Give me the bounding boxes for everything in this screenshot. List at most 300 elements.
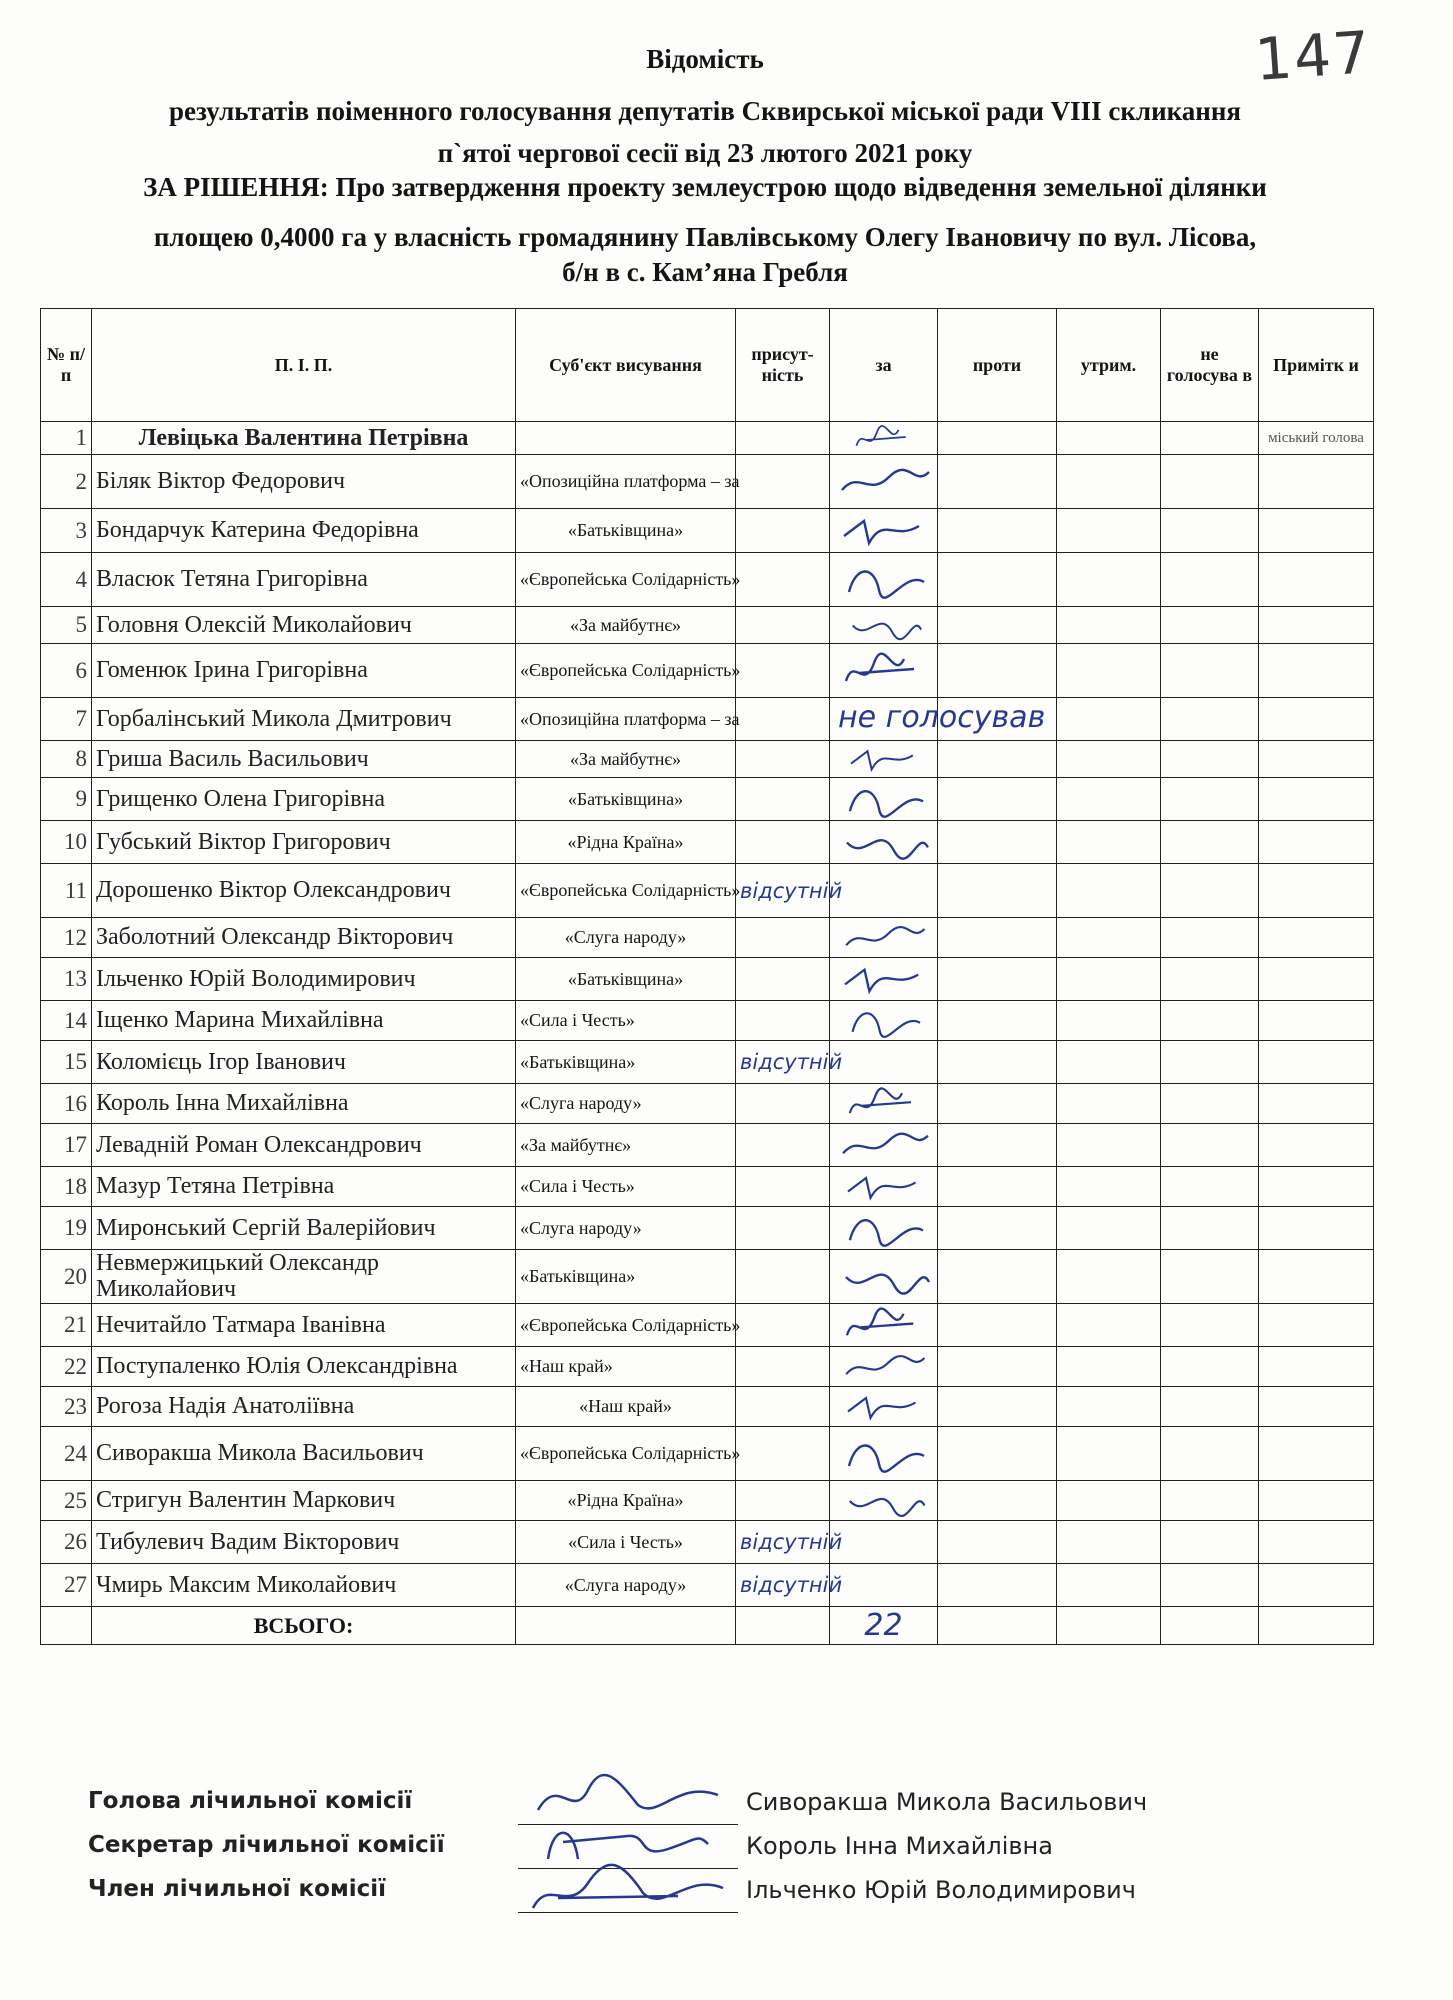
vote-against-cell [938, 1001, 1057, 1041]
presence-cell [736, 553, 830, 607]
vote-against-cell [938, 1521, 1057, 1564]
party-name: «Європейська Солідарність» [516, 1304, 736, 1347]
not-voted-cell [1161, 958, 1259, 1001]
vote-for-cell [830, 864, 938, 918]
vote-against-cell [938, 778, 1057, 821]
vote-against-cell [938, 1250, 1057, 1304]
vote-abstain-cell [1057, 1207, 1161, 1250]
vote-for-cell [830, 455, 938, 509]
party-name: «Європейська Солідарність» [516, 644, 736, 698]
vote-against-cell [938, 821, 1057, 864]
not-voted-cell [1161, 509, 1259, 553]
vote-abstain-cell [1057, 1124, 1161, 1167]
vote-against-cell [938, 509, 1057, 553]
party-name: «Опозиційна платформа – за [516, 455, 736, 509]
party-name: «Сила і Честь» [516, 1167, 736, 1207]
header-note: Примітк и [1259, 309, 1374, 422]
note-cell [1259, 958, 1374, 1001]
document-title: Відомість [646, 44, 764, 74]
signature-mark [834, 1169, 934, 1205]
table-row [41, 1387, 1374, 1427]
deputy-name: Іщенко Марина Михайлівна [92, 1001, 516, 1041]
row-number: 20 [41, 1250, 92, 1304]
vote-against-cell [938, 422, 1057, 455]
not-voted-cell [1161, 553, 1259, 607]
signature-mark [834, 823, 934, 862]
party-name: «Опозиційна платформа – за [516, 698, 736, 741]
deputy-name: Ільченко Юрій Володимирович [92, 958, 516, 1001]
vote-against-cell [938, 918, 1057, 958]
deputy-name: Нечитайло Татмара Іванівна [92, 1304, 516, 1347]
vote-abstain-cell [1057, 1304, 1161, 1347]
presence-cell [736, 455, 830, 509]
deputy-name: Мазур Тетяна Петрівна [92, 1167, 516, 1207]
presence-cell [736, 958, 830, 1001]
presence-cell [736, 1207, 830, 1250]
deputy-name: Дорошенко Віктор Олександрович [92, 864, 516, 918]
row-number: 26 [41, 1521, 92, 1564]
commission-role: Секретар лічильної комісії [88, 1832, 445, 1858]
vote-against-cell [938, 1207, 1057, 1250]
presence-cell [736, 1481, 830, 1521]
vote-for-cell [830, 918, 938, 958]
header-name: П. І. П. [92, 309, 516, 422]
party-name: «Батьківщина» [516, 1250, 736, 1304]
vote-for-cell [830, 1001, 938, 1041]
table-row [41, 918, 1374, 958]
vote-abstain-cell [1057, 918, 1161, 958]
table-row [41, 1304, 1374, 1347]
presence-cell [736, 698, 830, 741]
signature-line [518, 1912, 738, 1913]
signature-mark [834, 651, 934, 691]
table-row [41, 1167, 1374, 1207]
presence-cell [736, 1124, 830, 1167]
total-row [41, 1607, 1374, 1645]
commission-row [88, 1876, 1338, 1920]
party-name [516, 422, 736, 455]
signature-mark [834, 920, 934, 956]
signature-mark [834, 1306, 934, 1345]
note-cell [1259, 1167, 1374, 1207]
signature-mark [834, 424, 934, 453]
presence-cell [736, 1427, 830, 1481]
presence-cell [736, 778, 830, 821]
vote-for-cell [830, 778, 938, 821]
not-voted-cell [1161, 1387, 1259, 1427]
not-voted-cell [1161, 1481, 1259, 1521]
not-voted-cell [1161, 1167, 1259, 1207]
total-num [41, 1607, 92, 1645]
note-cell [1259, 1387, 1374, 1427]
deputy-name: Сиворакша Микола Васильович [92, 1427, 516, 1481]
commission-name: Король Інна Михайлівна [746, 1832, 1053, 1860]
vote-abstain-cell [1057, 553, 1161, 607]
vote-abstain-cell [1057, 509, 1161, 553]
vote-abstain-cell [1057, 1167, 1161, 1207]
note-cell [1259, 1250, 1374, 1304]
table-row [41, 958, 1374, 1001]
deputy-name: Гриша Василь Васильович [92, 741, 516, 778]
presence-cell [736, 741, 830, 778]
table-row [41, 778, 1374, 821]
table-row [41, 1084, 1374, 1124]
table-row [41, 1041, 1374, 1084]
not-voted-cell [1161, 1521, 1259, 1564]
note-cell [1259, 821, 1374, 864]
total-label: ВСЬОГО: [92, 1607, 516, 1645]
vote-against-cell [938, 1167, 1057, 1207]
party-name: «Наш край» [516, 1387, 736, 1427]
party-name: «Батьківщина» [516, 778, 736, 821]
note-cell [1259, 1041, 1374, 1084]
presence-cell: відсутній [736, 1564, 830, 1607]
party-name: «Європейська Солідарність» [516, 553, 736, 607]
not-voted-cell [1161, 1001, 1259, 1041]
signature-mark [834, 1349, 934, 1385]
not-voted-cell [1161, 422, 1259, 455]
counting-commission [88, 1788, 1338, 1920]
table-row [41, 553, 1374, 607]
deputy-name: Заболотний Олександр Вікторович [92, 918, 516, 958]
presence-cell [736, 821, 830, 864]
signature-mark [834, 560, 934, 600]
vote-against-cell [938, 1041, 1057, 1084]
party-name: «Батьківщина» [516, 1041, 736, 1084]
party-name: «Батьківщина» [516, 958, 736, 1001]
note-cell [1259, 778, 1374, 821]
note-cell [1259, 1427, 1374, 1481]
presence-cell [736, 1347, 830, 1387]
vote-abstain-cell [1057, 1084, 1161, 1124]
vote-for-cell [830, 553, 938, 607]
total-for: 22 [830, 1607, 938, 1645]
deputy-name: Чмирь Максим Миколайович [92, 1564, 516, 1607]
deputy-name: Левіцька Валентина Петрівна [92, 422, 516, 455]
row-number: 8 [41, 741, 92, 778]
row-number: 10 [41, 821, 92, 864]
header-present: присут-ність [736, 309, 830, 422]
not-voted-cell [1161, 644, 1259, 698]
deputy-name: Король Інна Михайлівна [92, 1084, 516, 1124]
table-header-row [41, 309, 1374, 422]
signature-mark [834, 743, 934, 776]
table-row [41, 1564, 1374, 1607]
presence-cell [736, 644, 830, 698]
note-cell [1259, 1207, 1374, 1250]
vote-abstain-cell [1057, 1427, 1161, 1481]
not-voted-cell [1161, 741, 1259, 778]
vote-for-cell [830, 1167, 938, 1207]
deputy-name: Рогоза Надія Анатоліївна [92, 1387, 516, 1427]
row-number: 7 [41, 698, 92, 741]
row-number: 21 [41, 1304, 92, 1347]
table-row [41, 698, 1374, 741]
deputy-name: Невмержицький Олександр Миколайович [92, 1250, 516, 1304]
note-cell [1259, 1347, 1374, 1387]
party-name: «За майбутнє» [516, 607, 736, 644]
vote-abstain-cell [1057, 778, 1161, 821]
deputy-name: Власюк Тетяна Григорівна [92, 553, 516, 607]
vote-for-cell [830, 607, 938, 644]
header-against: проти [938, 309, 1057, 422]
deputy-name: Миронський Сергій Валерійович [92, 1207, 516, 1250]
deputy-name: Бондарчук Катерина Федорівна [92, 509, 516, 553]
vote-for-cell [830, 422, 938, 455]
commission-name: Сиворакша Микола Васильович [746, 1788, 1148, 1816]
vote-abstain-cell [1057, 1347, 1161, 1387]
commission-role: Член лічильної комісії [88, 1876, 387, 1902]
vote-abstain-cell [1057, 958, 1161, 1001]
party-name: «Слуга народу» [516, 1084, 736, 1124]
presence-cell [736, 1304, 830, 1347]
deputy-name: Губський Віктор Григорович [92, 821, 516, 864]
deputy-name: Біляк Віктор Федорович [92, 455, 516, 509]
table-row [41, 1427, 1374, 1481]
vote-for-cell [830, 958, 938, 1001]
total-not-voted [1161, 1607, 1259, 1645]
table-row [41, 455, 1374, 509]
not-voted-cell [1161, 1084, 1259, 1124]
row-number: 11 [41, 864, 92, 918]
deputy-name: Грищенко Олена Григорівна [92, 778, 516, 821]
page-number: 147 [1252, 18, 1374, 94]
note-cell [1259, 607, 1374, 644]
not-voted-cell [1161, 1427, 1259, 1481]
vote-against-cell [938, 958, 1057, 1001]
decision-line1: ЗА РІШЕННЯ: Про затвердження проекту землеустрою щодо відведення земельної ділянки [143, 172, 1267, 202]
row-number: 3 [41, 509, 92, 553]
vote-for-cell [830, 821, 938, 864]
document-subtitle-line2: п`ятої чергової сесії від 23 лютого 2021 року [437, 138, 973, 168]
party-name: «Рідна Країна» [516, 1481, 736, 1521]
vote-against-cell [938, 1481, 1057, 1521]
row-number: 13 [41, 958, 92, 1001]
row-number: 23 [41, 1387, 92, 1427]
presence-cell [736, 1250, 830, 1304]
vote-for-cell [830, 1387, 938, 1427]
signature-mark [834, 511, 934, 551]
note-cell [1259, 1001, 1374, 1041]
note-cell [1259, 644, 1374, 698]
signature-mark [834, 1483, 934, 1519]
vote-against-cell [938, 1084, 1057, 1124]
row-number: 9 [41, 778, 92, 821]
total-note [1259, 1607, 1374, 1645]
row-number: 17 [41, 1124, 92, 1167]
header-num: № п/п [41, 309, 92, 422]
note-cell [1259, 1124, 1374, 1167]
vote-abstain-cell [1057, 698, 1161, 741]
decision-line3: б/н в с. Кам’яна Гребля [562, 257, 848, 287]
commission-name: Ільченко Юрій Володимирович [746, 1876, 1136, 1904]
presence-cell [736, 509, 830, 553]
document-subtitle-line1: результатів поіменного голосування депутатів Сквирської міської ради VIII скликання [168, 96, 1242, 126]
signature-mark [834, 780, 934, 819]
vote-for-cell [830, 509, 938, 553]
vote-against-cell [938, 607, 1057, 644]
table-row [41, 864, 1374, 918]
vote-against-cell [938, 455, 1057, 509]
vote-for-cell [830, 644, 938, 698]
presence-cell [736, 607, 830, 644]
vote-against-cell [938, 1347, 1057, 1387]
not-voted-cell [1161, 1041, 1259, 1084]
row-number: 19 [41, 1207, 92, 1250]
not-voted-cell [1161, 1207, 1259, 1250]
vote-abstain-cell [1057, 1521, 1161, 1564]
table-row [41, 821, 1374, 864]
vote-against-cell [938, 644, 1057, 698]
signature-mark [834, 1086, 934, 1122]
vote-abstain-cell [1057, 1001, 1161, 1041]
row-number: 16 [41, 1084, 92, 1124]
note-cell [1259, 864, 1374, 918]
presence-cell [736, 422, 830, 455]
vote-against-cell [938, 741, 1057, 778]
vote-for-cell [830, 698, 1046, 741]
decision-line2: площею 0,4000 га у власність громадянину Павлівському Олегу Івановичу по вул. Лісова, [153, 222, 1257, 252]
presence-cell: відсутній [736, 1521, 830, 1564]
vote-abstain-cell [1057, 821, 1161, 864]
table-row [41, 1001, 1374, 1041]
party-name: «Слуга народу» [516, 1564, 736, 1607]
party-name: «Європейська Солідарність» [516, 1427, 736, 1481]
signature-mark [834, 960, 934, 999]
table-row [41, 509, 1374, 553]
table-row [41, 1250, 1374, 1304]
total-against [938, 1607, 1057, 1645]
signature-mark [834, 1126, 934, 1165]
party-name: «Слуга народу» [516, 1207, 736, 1250]
party-name: «Сила і Честь» [516, 1001, 736, 1041]
header-abstain: утрим. [1057, 309, 1161, 422]
presence-cell [736, 1001, 830, 1041]
table-row [41, 422, 1374, 455]
vote-for-cell [830, 741, 938, 778]
party-name: «Сила і Честь» [516, 1521, 736, 1564]
presence-cell [736, 1084, 830, 1124]
row-number: 18 [41, 1167, 92, 1207]
vote-for-cell [830, 1304, 938, 1347]
presence-cell [736, 1387, 830, 1427]
row-number: 22 [41, 1347, 92, 1387]
row-number: 15 [41, 1041, 92, 1084]
note-cell [1259, 741, 1374, 778]
header-not-voted: не голосува в [1161, 309, 1259, 422]
signature-mark [834, 462, 934, 502]
voting-table [40, 308, 1374, 1645]
note-cell [1259, 698, 1374, 741]
vote-abstain-cell [1057, 1041, 1161, 1084]
table-row [41, 644, 1374, 698]
deputy-name: Головня Олексій Миколайович [92, 607, 516, 644]
party-name: «Наш край» [516, 1347, 736, 1387]
party-name: «Слуга народу» [516, 918, 736, 958]
total-present [736, 1607, 830, 1645]
not-voted-cell [1161, 1250, 1259, 1304]
deputy-name: Гоменюк Ірина Григорівна [92, 644, 516, 698]
note-cell [1259, 1564, 1374, 1607]
signature-mark [834, 1389, 934, 1425]
note-cell: міський голова [1259, 422, 1374, 455]
vote-abstain-cell [1057, 1481, 1161, 1521]
row-number: 14 [41, 1001, 92, 1041]
not-voted-cell [1161, 864, 1259, 918]
not-voted-cell [1161, 1347, 1259, 1387]
vote-abstain-cell [1057, 607, 1161, 644]
party-name: «Батьківщина» [516, 509, 736, 553]
vote-abstain-cell [1057, 455, 1161, 509]
note-cell [1259, 918, 1374, 958]
party-name: «Європейська Солідарність» [516, 864, 736, 918]
party-name: «За майбутнє» [516, 741, 736, 778]
vote-against-cell [938, 864, 1057, 918]
deputy-name: Горбалінський Микола Дмитрович [92, 698, 516, 741]
table-row [41, 1481, 1374, 1521]
signature-mark [834, 609, 934, 642]
not-voted-cell [1161, 1564, 1259, 1607]
table-row [41, 1207, 1374, 1250]
total-party [516, 1607, 736, 1645]
note-cell [1259, 1304, 1374, 1347]
vote-for-cell [830, 1481, 938, 1521]
vote-abstain-cell [1057, 422, 1161, 455]
vote-for-cell [830, 1347, 938, 1387]
vote-against-cell [938, 1304, 1057, 1347]
not-voted-remark: не голосував [838, 700, 1046, 735]
not-voted-cell [1161, 455, 1259, 509]
vote-for-cell [830, 1521, 938, 1564]
presence-cell: відсутній [736, 864, 830, 918]
header-for: за [830, 309, 938, 422]
commission-signature [528, 1858, 728, 1918]
deputy-name: Стригун Валентин Маркович [92, 1481, 516, 1521]
header-party: Суб'єкт висування [516, 309, 736, 422]
vote-abstain-cell [1057, 741, 1161, 778]
row-number: 12 [41, 918, 92, 958]
row-number: 1 [41, 422, 92, 455]
vote-abstain-cell [1057, 1250, 1161, 1304]
signature-mark [834, 1257, 934, 1297]
not-voted-cell [1161, 607, 1259, 644]
vote-for-cell [830, 1041, 938, 1084]
row-number: 25 [41, 1481, 92, 1521]
commission-role: Голова лічильної комісії [88, 1788, 413, 1814]
presence-cell: відсутній [736, 1041, 830, 1084]
table-row [41, 741, 1374, 778]
vote-against-cell [938, 1427, 1057, 1481]
note-cell [1259, 1481, 1374, 1521]
note-cell [1259, 1521, 1374, 1564]
note-cell [1259, 509, 1374, 553]
row-number: 4 [41, 553, 92, 607]
party-name: «Рідна Країна» [516, 821, 736, 864]
deputy-name: Тибулевич Вадим Вікторович [92, 1521, 516, 1564]
not-voted-cell [1161, 821, 1259, 864]
vote-for-cell [830, 1084, 938, 1124]
deputy-name: Коломієць Ігор Іванович [92, 1041, 516, 1084]
row-number: 2 [41, 455, 92, 509]
deputy-name: Поступаленко Юлія Олександрівна [92, 1347, 516, 1387]
signature-mark [834, 1209, 934, 1248]
vote-abstain-cell [1057, 864, 1161, 918]
note-cell [1259, 553, 1374, 607]
table-row [41, 1124, 1374, 1167]
vote-against-cell [938, 1564, 1057, 1607]
row-number: 5 [41, 607, 92, 644]
vote-for-cell [830, 1250, 938, 1304]
